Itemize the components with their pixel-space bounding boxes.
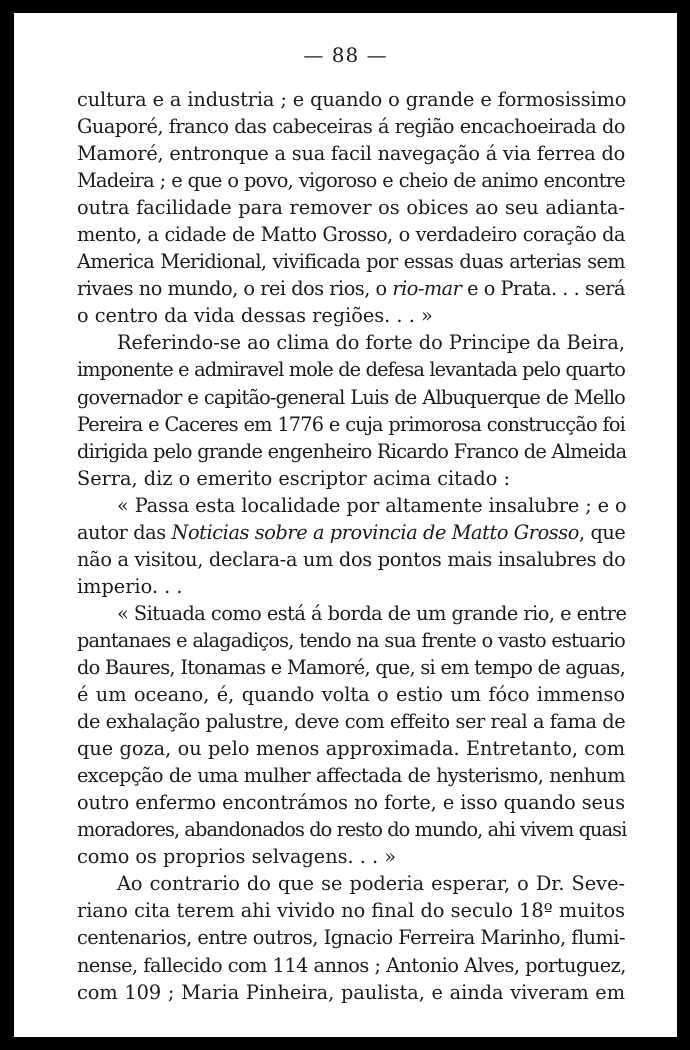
text-line: Mamoré, entronque a sua facil navegação á via ferrea do — [77, 142, 625, 166]
paragraph-start: « Situada como está á borda de um grande rio, e entre — [117, 601, 627, 625]
paragraph-start: Referindo-se ao clima do forte do Principe da Beira, — [117, 331, 626, 355]
text-line: Guaporé, franco das cabeceiras á região encachoeirada do — [77, 115, 625, 139]
text-segment: autor das — [77, 520, 172, 544]
text-line: de exhalação palustre, deve com effeito ser real a fama de — [77, 710, 626, 734]
text-line: America Meridional, vivificada por essas duas arterias sem — [77, 250, 625, 274]
text-segment: , que — [579, 520, 626, 544]
text-line: é um oceano, é, quando volta o estio um fóco immenso — [77, 683, 625, 707]
text-line: Pereira e Caceres em 1776 e cuja primorosa construcção foi — [77, 412, 625, 436]
text-segment: e o Prata. . . será — [461, 277, 625, 301]
text-line: excepção de uma mulher affectada de hysterismo, nenhum — [77, 764, 625, 788]
paragraph-start: « Passa esta localidade por altamente insalubre ; e o — [117, 493, 627, 517]
text-line: como os proprios selvagens. . . » — [77, 845, 397, 869]
italic-text: Noticias sobre a provincia de Matto Grosso — [171, 520, 580, 544]
text-line: governador e capitão-general Luis de Albuquerque de Mello — [77, 385, 625, 409]
page-number: — 88 — — [303, 43, 388, 67]
text-line: o centro da vida dessas regiões. . . » — [77, 304, 433, 328]
text-line: pantanaes e alagadiços, tendo na sua frente o vasto estuario — [77, 628, 625, 652]
text-line: nense, fallecido com 114 annos ; Antonio Alves, portuguez, — [77, 953, 626, 977]
text-line: dirigida pelo grande engenheiro Ricardo Franco de Almeida — [77, 439, 627, 463]
text-line: do Baures, Itonamas e Mamoré, que, si em tempo de aguas, — [77, 655, 625, 679]
text-line: que goza, ou pelo menos approximada. Entretanto, com — [77, 737, 625, 761]
text-line: outra facilidade para remover os obices ao seu adianta- — [77, 196, 625, 220]
text-line — [77, 519, 625, 546]
text-line: imperio. . . — [77, 574, 183, 598]
book-page — [14, 13, 677, 1037]
text-segment: rivaes no mundo, o rei dos rios, o — [77, 277, 393, 301]
paragraph-start: Ao contrario do que se poderia esperar, o Dr. Seve- — [117, 872, 625, 896]
text-line: imponente e admiravel mole de defesa levantada pelo quarto — [77, 358, 625, 382]
text-line: com 109 ; Maria Pinheira, paulista, e ainda viveram em — [77, 980, 625, 1004]
body-text — [77, 86, 625, 1006]
text-line: mento, a cidade de Matto Grosso, o verdadeiro coração da — [77, 223, 625, 247]
text-line: centenarios, entre outros, Ignacio Ferreira Marinho, flumi- — [77, 926, 625, 950]
text-line: outro enfermo encontrámos no forte, e isso quando seus — [77, 791, 625, 815]
text-line: moradores, abandonados do resto do mundo, ahi vivem quasi — [77, 818, 627, 842]
text-line — [77, 275, 625, 302]
text-line: Madeira ; e que o povo, vigoroso e cheio de animo encontre — [77, 169, 625, 193]
text-line: não a visitou, declara-a um dos pontos mais insalubres do — [77, 547, 626, 571]
text-line: cultura e a industria ; e quando o grande e formosissimo — [77, 88, 627, 111]
text-line: Serra, diz o emerito escriptor acima citado : — [77, 466, 510, 490]
text-line: riano cita terem ahi vivido no final do seculo 18º muitos — [77, 899, 625, 923]
italic-text: rio-mar — [392, 277, 462, 301]
